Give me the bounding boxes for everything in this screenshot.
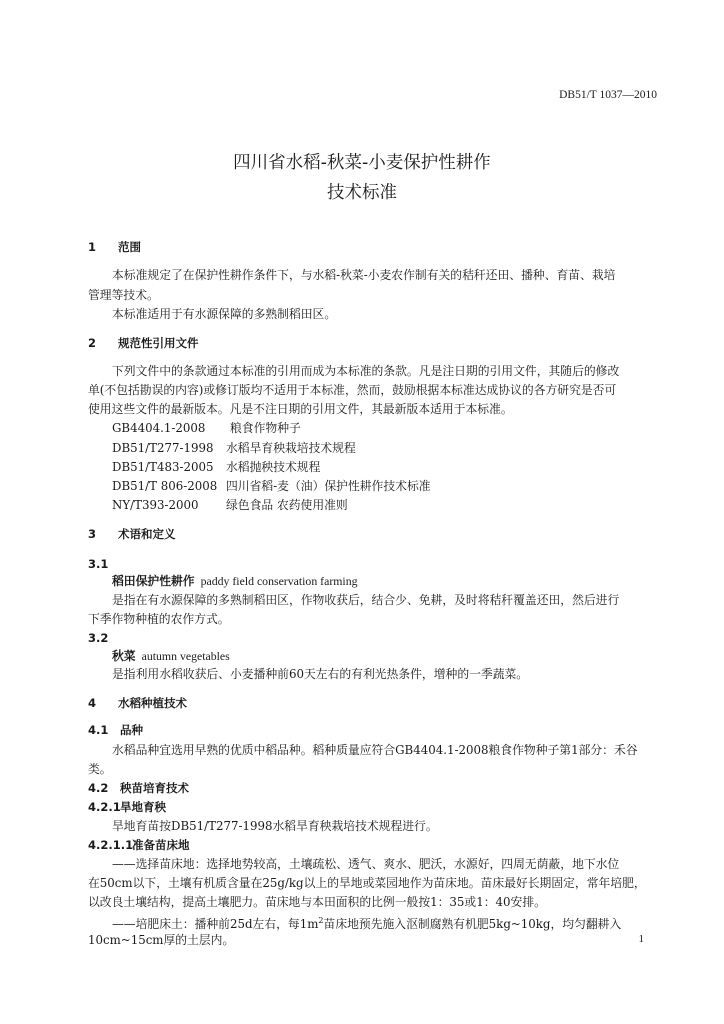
reference-code: DB51/T277-1998 [112,441,214,455]
term-english: autumn vegetables [141,649,230,663]
section-heading [88,526,176,542]
section-number: 3 [88,527,97,541]
paragraph-line: 下季作物种植的农作方式。 [88,612,230,626]
paragraph-line: ——选择苗床地：选择地势较高，土壤疏松、透气、爽水、肥沃，水源好，四周无荫蔽，地下水位 [112,857,620,871]
subsection-number: 4.2.1.1 [88,838,134,852]
paragraph-line: 是指利用水稻收获后、小麦播种前60天左右的有利光热条件，增种的一季蔬菜。 [112,667,529,681]
paragraph-line: 10cm~15cm厚的土层内。 [88,933,235,947]
term-chinese: 稻田保护性耕作 [112,574,195,588]
reference-name: 水稻抛秧技术规程 [226,460,321,474]
subsection-title: 准备苗床地 [132,838,190,852]
subsection-heading [88,780,189,796]
reference-code: DB51/T483-2005 [112,460,214,474]
paragraph-line [112,913,621,932]
paragraph-line: 类。 [88,762,112,776]
subsection-title: 秧苗培育技术 [120,781,189,795]
section-heading [88,695,187,711]
section-heading [88,335,199,351]
subsection-number: 4.2 [88,781,109,795]
subsection-heading [88,837,190,853]
page-number: 1 [638,933,644,945]
term-number: 3.1 [88,557,109,571]
section-title: 术语和定义 [118,527,176,541]
term-entry [112,573,358,589]
superscript: 2 [318,916,324,925]
paragraph-line: 水稻品种宜选用早熟的优质中稻品种。稻种质量应符合GB4404.1-2008粮食作物种子第1部分：禾谷 [112,743,638,757]
subsection-number: 4.1 [88,723,109,737]
paragraph-fragment: 苗床地预先施入沤制腐熟有机肥5kg~10kg，均匀翻耕入 [323,916,622,931]
subsection-number: 4.2.1 [88,800,121,814]
paragraph-line: 本标准规定了在保护性耕作条件下，与水稻-秋菜-小麦农作制有关的秸秆还田、播种、育苗、栽培 [112,268,616,282]
subsection-title: 品种 [120,723,143,737]
paragraph-line: 下列文件中的条款通过本标准的引用而成为本标准的条款。凡是注日期的引用文件，其随后的修改 [112,364,620,378]
paragraph-line: 本标准适用于有水源保障的多熟制稻田区。 [112,307,337,321]
paragraph-line: 在50cm以下，土壤有机质含量在25g/kg以上的旱地或菜园地作为苗床地。苗床最好长期固定，常年培肥， [88,876,646,890]
paragraph-line: 是指在有水源保障的多熟制稻田区，作物收获后，结合少、免耕，及时将秸秆覆盖还田，然后进行 [112,593,620,607]
reference-code: NY/T393-2000 [112,498,199,512]
paragraph-line: 以改良土壤结构，提高土壤肥力。苗床地与本田面积的比例一般按1：35或1：40安排。 [88,895,546,909]
reference-name: 粮食作物种子 [230,421,301,435]
reference-name: 水稻旱育秧栽培技术规程 [226,441,356,455]
paragraph-line: 使用这些文件的最新版本。凡是不注日期的引用文件，其最新版本适用于本标准。 [88,402,513,416]
section-title: 规范性引用文件 [118,336,199,350]
reference-name: 四川省稻-麦（油）保护性耕作技术标准 [226,479,431,493]
subsection-title: 旱地育秧 [120,800,166,814]
document-title-line2: 技术标准 [327,183,397,203]
term-entry [112,648,230,664]
paragraph-line: 单(不包括勘误的内容)或修订版均不适用于本标准，然而，鼓励根据本标准达成协议的各方研究是否可 [88,383,617,397]
reference-code: GB4404.1-2008 [112,421,206,435]
document-code: DB51/T 1037—2010 [559,89,657,101]
section-number: 4 [88,696,97,710]
section-title: 水稻种植技术 [118,696,187,710]
section-heading [88,239,141,255]
subsection-heading [88,799,166,815]
section-number: 2 [88,336,97,350]
reference-name: 绿色食品 农药使用准则 [226,498,348,512]
subsection-heading [88,722,143,738]
section-number: 1 [88,240,97,254]
document-title: 四川省水稻-秋菜-小麦保护性耕作 [233,153,491,173]
reference-code: DB51/T 806-2008 [112,479,218,493]
term-english: paddy field conservation farming [200,574,358,588]
paragraph-fragment: ——培肥床土：播种前25d左右，每1m [112,916,319,931]
paragraph-line: 管理等技术。 [88,288,159,302]
paragraph-line: 旱地育苗按DB51/T277-1998水稻旱育秧栽培技术规程进行。 [112,819,438,833]
term-chinese: 秋菜 [112,649,136,663]
term-number: 3.2 [88,631,109,645]
section-title: 范围 [118,240,141,254]
